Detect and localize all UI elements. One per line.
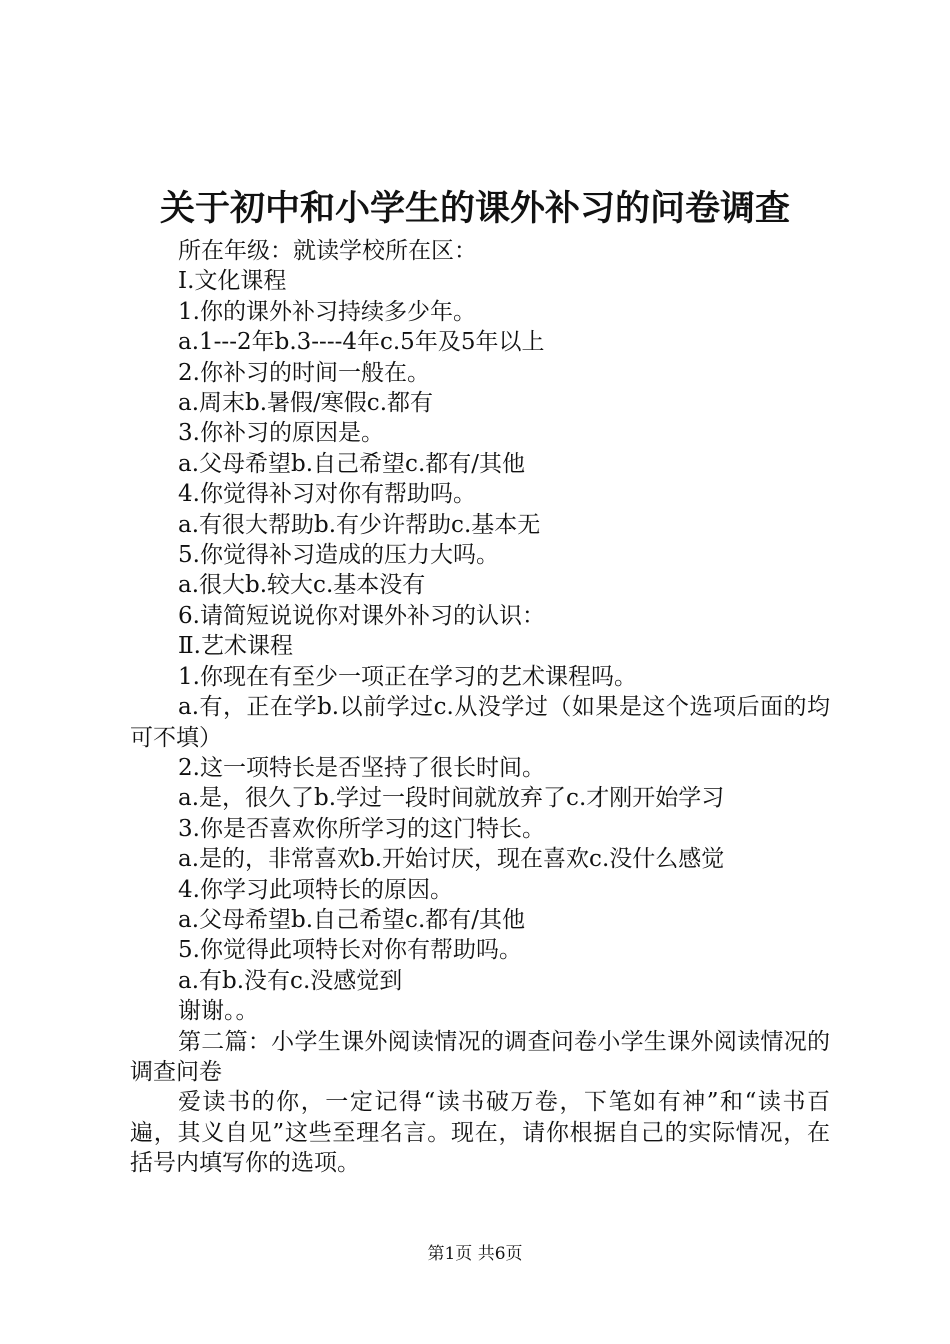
grade-school-line: 所在年级：就读学校所在区： — [178, 238, 477, 264]
section-heading-art: Ⅱ.艺术课程 — [178, 633, 293, 660]
question-2: 2.你补习的时间一般在。 — [178, 359, 430, 386]
section-heading-culture: Ⅰ.文化课程 — [178, 268, 287, 295]
options-5: a.很大b.较大c.基本没有 — [178, 572, 426, 599]
art-question-4: 4.你学习此项特长的原因。 — [178, 876, 453, 903]
document-title: 关于初中和小学生的课外补习的问卷调查 — [159, 188, 790, 229]
art-question-3: 3.你是否喜欢你所学习的这门特长。 — [178, 815, 545, 842]
art-options-1: a.有，正在学b.以前学过c.从没学过（如果是这个选项后面的均可不填） — [130, 694, 830, 751]
options-4: a.有很大帮助b.有少许帮助c.基本无 — [178, 511, 541, 538]
options-1: a.1---2年b.3----4年c.5年及5年以上 — [178, 329, 545, 356]
second-article-title: 第二篇：小学生课外阅读情况的调查问卷小学生课外阅读情况的调查问卷 — [130, 1028, 830, 1085]
art-options-5: a.有b.没有c.没感觉到 — [178, 967, 403, 994]
art-question-1: 1.你现在有至少一项正在学习的艺术课程吗。 — [178, 663, 637, 690]
options-3: a.父母希望b.自己希望c.都有/其他 — [178, 450, 525, 477]
thanks-line: 谢谢。。 — [178, 998, 259, 1025]
question-4: 4.你觉得补习对你有帮助吗。 — [178, 481, 476, 508]
question-3: 3.你补习的原因是。 — [178, 420, 384, 447]
question-1: 1.你的课外补习持续多少年。 — [178, 298, 476, 325]
intro-paragraph: 爱读书的你，一定记得“读书破万卷，下笔如有神”和“读书百遍，其义自见”这些至理名言。现在，请你根据自己的实际情况，在括号内填写你的选项。 — [130, 1089, 830, 1177]
question-5: 5.你觉得补习造成的压力大吗。 — [178, 542, 499, 569]
page-footer: 第1页 共6页 — [427, 1244, 523, 1264]
art-options-2: a.是，很久了b.学过一段时间就放弃了c.才刚开始学习 — [178, 785, 725, 812]
art-question-5: 5.你觉得此项特长对你有帮助吗。 — [178, 937, 522, 964]
art-question-2: 2.这一项特长是否坚持了很长时间。 — [178, 754, 545, 781]
document-body — [130, 236, 830, 1179]
art-options-4: a.父母希望b.自己希望c.都有/其他 — [178, 906, 525, 933]
options-2: a.周末b.暑假/寒假c.都有 — [178, 390, 433, 417]
art-options-3: a.是的，非常喜欢b.开始讨厌，现在喜欢c.没什么感觉 — [178, 846, 725, 873]
question-6: 6.请简短说说你对课外补习的认识： — [178, 602, 545, 629]
